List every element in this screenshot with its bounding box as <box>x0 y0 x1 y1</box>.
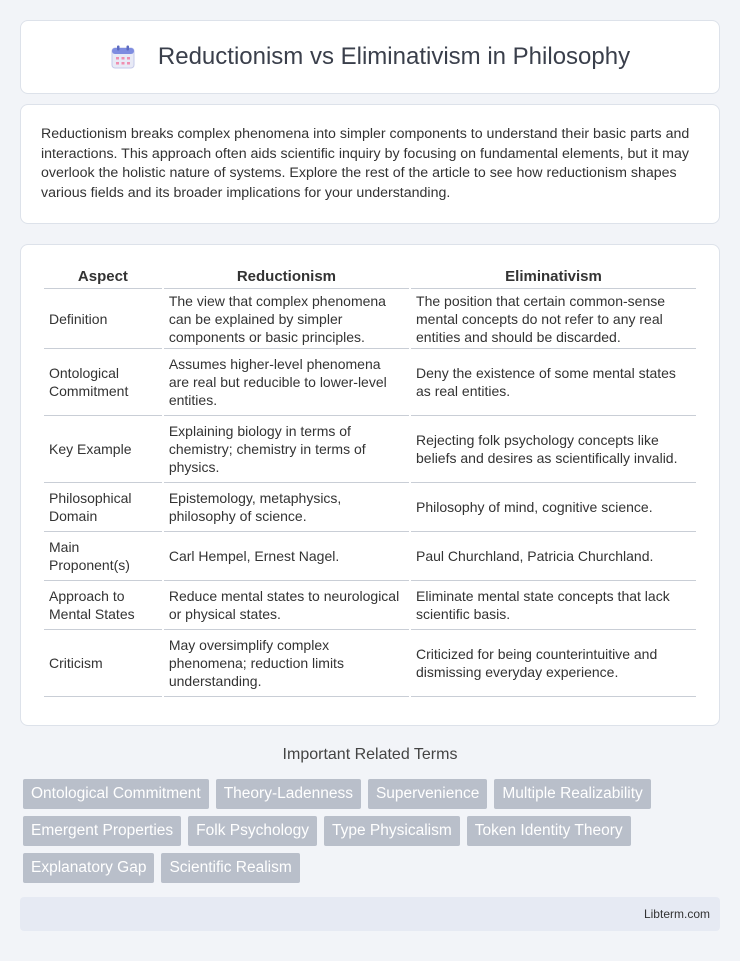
comparison-table <box>42 267 698 697</box>
table-row <box>44 416 696 483</box>
cell-aspect: Main Proponent(s) <box>44 532 162 581</box>
page-title: Reductionism vs Eliminativism in Philosophy <box>157 43 631 70</box>
table-header-row <box>44 267 696 289</box>
related-term-tag[interactable]: Theory-Ladenness <box>216 779 361 809</box>
calendar-icon <box>110 44 136 70</box>
cell-eliminativism: Criticized for being counterintuitive and dismissing everyday experience. <box>411 630 696 697</box>
cell-aspect: Ontological Commitment <box>44 349 162 416</box>
title-card <box>20 20 720 94</box>
cell-reductionism: Assumes higher-level phenomena are real but reducible to lower-level entities. <box>164 349 409 416</box>
related-term-tag[interactable]: Type Physicalism <box>324 816 460 846</box>
related-terms-list <box>23 779 723 883</box>
footer <box>20 897 720 931</box>
cell-eliminativism: Eliminate mental state concepts that lack scientific basis. <box>411 581 696 630</box>
cell-reductionism: Reduce mental states to neurological or physical states. <box>164 581 409 630</box>
cell-aspect: Philosophical Domain <box>44 483 162 532</box>
related-term-tag[interactable]: Explanatory Gap <box>23 853 154 883</box>
cell-eliminativism: Philosophy of mind, cognitive science. <box>411 483 696 532</box>
intro-card <box>20 104 720 224</box>
cell-reductionism: Carl Hempel, Ernest Nagel. <box>164 532 409 581</box>
cell-eliminativism: The position that certain common-sense mental concepts do not refer to any real entities and should be discarded. <box>411 289 696 349</box>
related-term-tag[interactable]: Supervenience <box>368 779 487 809</box>
column-header-reductionism: Reductionism <box>164 267 409 289</box>
related-term-tag[interactable]: Token Identity Theory <box>467 816 631 846</box>
cell-eliminativism: Deny the existence of some mental states as real entities. <box>411 349 696 416</box>
related-term-tag[interactable]: Ontological Commitment <box>23 779 209 809</box>
column-header-aspect: Aspect <box>44 267 162 289</box>
column-header-eliminativism: Eliminativism <box>411 267 696 289</box>
table-row <box>44 349 696 416</box>
related-term-tag[interactable]: Multiple Realizability <box>494 779 650 809</box>
cell-aspect: Definition <box>44 289 162 349</box>
related-term-tag[interactable]: Folk Psychology <box>188 816 317 846</box>
cell-aspect: Key Example <box>44 416 162 483</box>
related-terms-heading: Important Related Terms <box>282 746 458 763</box>
table-row <box>44 630 696 697</box>
table-row <box>44 289 696 349</box>
cell-reductionism: The view that complex phenomena can be explained by simpler components or basic principles. <box>164 289 409 349</box>
comparison-table-card <box>20 244 720 726</box>
footer-brand-link[interactable]: Libterm.com <box>643 907 710 921</box>
related-term-tag[interactable]: Emergent Properties <box>23 816 181 846</box>
cell-reductionism: Epistemology, metaphysics, philosophy of science. <box>164 483 409 532</box>
table-row <box>44 483 696 532</box>
related-term-tag[interactable]: Scientific Realism <box>161 853 299 883</box>
cell-aspect: Criticism <box>44 630 162 697</box>
cell-reductionism: May oversimplify complex phenomena; reduction limits understanding. <box>164 630 409 697</box>
table-row <box>44 532 696 581</box>
table-row <box>44 581 696 630</box>
cell-reductionism: Explaining biology in terms of chemistry; chemistry in terms of physics. <box>164 416 409 483</box>
cell-eliminativism: Rejecting folk psychology concepts like beliefs and desires as scientifically invalid. <box>411 416 696 483</box>
cell-aspect: Approach to Mental States <box>44 581 162 630</box>
intro-paragraph: Reductionism breaks complex phenomena into simpler components to understand their basic parts and interactions. This approach often aids scientific inquiry by focusing on fundamental elements, but it may overlook the holistic nature of systems. Explore the rest of the article to see how reductionism shapes various fields and its broader implications for your understanding. <box>41 126 690 201</box>
cell-eliminativism: Paul Churchland, Patricia Churchland. <box>411 532 696 581</box>
